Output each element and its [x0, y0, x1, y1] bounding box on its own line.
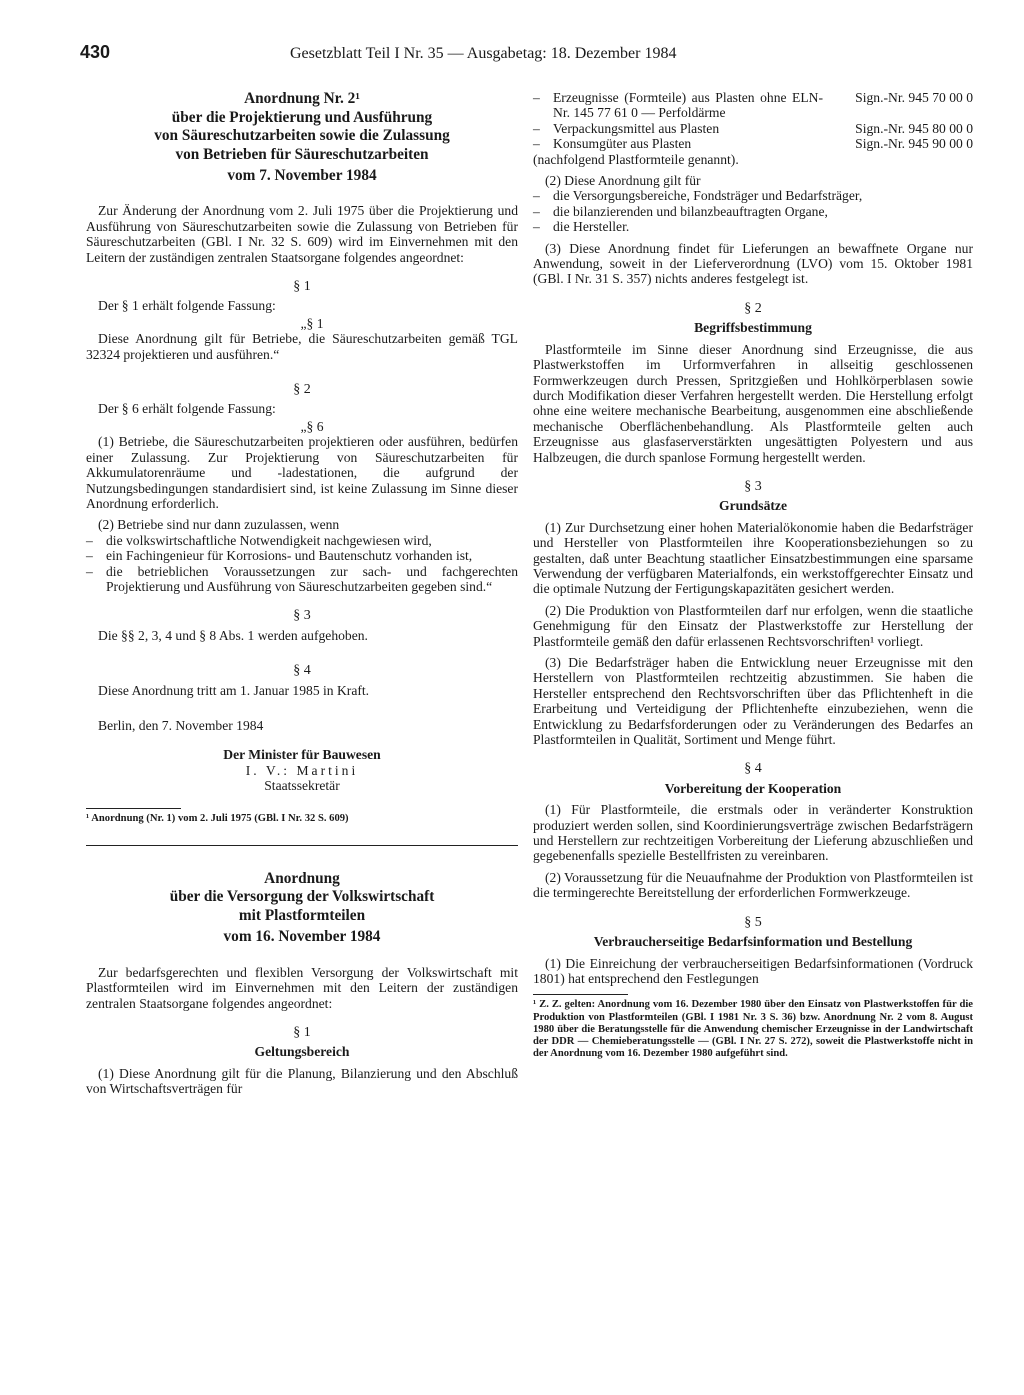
product-text: – Verpackungsmittel aus Plasten [553, 120, 720, 136]
signer-title: Staatssekretär [264, 778, 340, 794]
ordinance2-title [86, 870, 518, 926]
section-heading: Verbraucherseitige Bedarfsinformation und Bestellung [593, 934, 913, 950]
footnote-divider [533, 994, 628, 995]
ordinance2-intro: Zur bedarfsgerechten und flexiblen Versorgung der Volkswirtschaft mit Plastformteilen wird im Einvernehmen mit den Leitern der zuständigen zentralen Staatsorgane folgendes angeordnet: [86, 964, 518, 1011]
ordinance2-title-line: über die Versorgung der Volkswirtschaft [169, 888, 435, 906]
section-text: Der § 1 erhält folgende Fassung: [98, 298, 276, 314]
product-list [533, 90, 973, 152]
quoted-section-number: „§ 6 [300, 418, 324, 434]
list-item: – die bilanzierenden und bilanzbeauftragten Organe, [533, 204, 973, 219]
place-date: Berlin, den 7. November 1984 [98, 717, 264, 733]
ordinance1-date: vom 7. November 1984 [227, 167, 377, 184]
section-number: § 1 [293, 1024, 311, 1040]
section-heading: Geltungsbereich [254, 1044, 350, 1060]
article-divider [86, 845, 518, 846]
section-number: § 5 [744, 914, 762, 930]
section-text: Der § 6 erhält folgende Fassung: [98, 401, 276, 417]
product-text: – Konsumgüter aus Plasten [553, 136, 692, 152]
list-item: – ein Fachingenieur für Korrosions- und Bautenschutz vorhanden ist, [86, 548, 518, 563]
signature-number: Sign.-Nr. 945 70 00 0 [855, 90, 973, 105]
ordinance1-title-line: Anordnung Nr. 2¹ [244, 90, 360, 107]
product-text: – Erzeugnisse (Formteile) aus Plasten ohne ELN-Nr. 145 77 61 0 — Perfoldärme [553, 90, 823, 121]
signature-number: Sign.-Nr. 945 80 00 0 [855, 120, 973, 136]
list-item: – die Hersteller. [533, 219, 973, 234]
running-title: Gesetzblatt Teil I Nr. 35 — Ausgabetag: 18. Dezember 1984 [290, 45, 677, 62]
quoted-paragraph: (1) Betriebe, die Säureschutzarbeiten projektieren oder ausführen, bedürfen einer Zulassung. Zur Projektierung von Säureschutzarbeiten für Akkumulatorenräume und -ladestationen, die aufgrund der Nutzungsbedingungen standardisiert sind, ist keine Zulassung im Sinne dieser Anordnung erforderlich. [86, 434, 518, 511]
section-paragraph: (1) Die Einreichung der verbraucherseitigen Bedarfsinformationen (Vordruck 1801) hat entsprechend den Festlegungen [533, 955, 973, 986]
ordinance2-date: vom 16. November 1984 [223, 928, 381, 946]
section-heading: Grundsätze [719, 498, 787, 514]
section-text: Die §§ 2, 3, 4 und § 8 Abs. 1 werden aufgehoben. [98, 627, 368, 643]
section-number: § 4 [293, 663, 311, 679]
scope-list [533, 188, 973, 234]
ordinance2-title-line: Anordnung [264, 869, 340, 887]
section-number: § 2 [293, 382, 311, 398]
section-number: § 4 [744, 761, 762, 777]
section-heading: Vorbereitung der Kooperation [664, 780, 842, 796]
section-number: § 2 [744, 300, 762, 316]
section-paragraph: (1) Diese Anordnung gilt für die Planung, Bilanzierung und den Abschluß von Wirtschaftsverträgen für [86, 1065, 518, 1097]
quoted-paragraph: (2) Betriebe sind nur dann zuzulassen, wenn [98, 517, 340, 533]
section-paragraph: (3) Die Bedarfsträger haben die Entwicklung neuer Erzeugnisse mit den Herstellern von Plastformteilen rechtzeitig abzustimmen. Sie haben die Hersteller entsprechend den Rechtsvorschriften über das Pflichtenheft in die Erarbeitung und Verteidigung der Pflichtenhefte einzubeziehen, wenn die Entwicklung zu Bedarfsforderungen oder zu Veränderungen des Bedarfes an Plastformteilen in Qualität, Sortiment und Menge führt. [533, 655, 973, 748]
section-number: § 3 [744, 478, 762, 494]
list-item: – die betrieblichen Voraussetzungen zur sach- und fachgerechten Projektierung und Ausführung von Säureschutzarbeiten gegeben sind.“ [86, 564, 518, 595]
list-item: – die volkswirtschaftliche Notwendigkeit nachgewiesen wird, [86, 533, 518, 548]
product-item [533, 121, 973, 136]
section-heading: Begriffsbestimmung [694, 320, 812, 336]
signature-number: Sign.-Nr. 945 90 00 0 [855, 136, 973, 152]
condition-list [86, 533, 518, 595]
list-item: – die Versorgungsbereiche, Fondsträger und Bedarfsträger, [533, 188, 973, 203]
section-paragraph: (3) Diese Anordnung findet für Lieferungen an bewaffnete Organe nur Anwendung, soweit in der Lieferverordnung (LVO) vom 15. Oktober 1981 (GBl. I Nr. 31 S. 357) nichts anderes festgelegt ist. [533, 240, 973, 287]
ordinance1-title [86, 90, 518, 164]
signer-name: I. V.: Martini [245, 762, 359, 778]
ordinance1-title-line: von Betrieben für Säureschutzarbeiten [175, 145, 429, 163]
footnote: ¹ Anordnung (Nr. 1) vom 2. Juli 1975 (GBl. I Nr. 32 S. 609) [86, 812, 349, 824]
product-item [533, 136, 973, 151]
section-paragraph: (1) Zur Durchsetzung einer hohen Materialökonomie haben die Bedarfsträger und Hersteller von Plastformteilen ihre Kooperationsbeziehungen so zu gestalten, daß unter Beachtung staatlicher Einsatzbestimmungen eine sparsame Verwendung der verfügbaren Materialfonds, ein werkstoffgerechter Einsatz und die optimale Nutzung der Fertigungskapazitäten gesichert werden. [533, 519, 973, 597]
section-paragraph: (1) Für Plastformteile, die erstmals oder in veränderter Konstruktion produziert werden sollen, sind Koordinierungsverträge zwischen Bedarfsträgern und Herstellern zur rechtzeitigen Vorbereitung der Lieferung abzuschließen und gegebenenfalls spezielle Bestellfristen zu vereinbaren. [533, 802, 973, 864]
section-paragraph: (2) Diese Anordnung gilt für [545, 173, 701, 189]
ordinance1-title-line: von Säureschutzarbeiten sowie die Zulassung [154, 127, 450, 144]
product-item [533, 90, 973, 121]
page-number: 430 [80, 42, 111, 62]
footnote: ¹ Z. Z. gelten: Anordnung vom 16. Dezember 1980 über den Einsatz von Plastwerkstoffen für die Produktion von Plastformteilen (GBl. I 1981 Nr. 3 S. 36) bzw. Anordnung Nr. 2 vom 8. August 1980 über die Beratungsstelle für die Anwendung chemischer Erzeugnisse in der Landwirtschaft der DDR — Chemieberatungsstelle — (GBl. I Nr. 27 S. 272), soweit die Plastwerkstoffe nicht in der Anordnung vom 16. Dezember 1980 aufgeführt sind. [533, 999, 973, 1060]
ordinance2-title-line: mit Plastformteilen [238, 906, 366, 924]
right-column [533, 90, 973, 1060]
quoted-section-number: „§ 1 [300, 315, 324, 331]
page-header [80, 42, 980, 67]
ordinance1-title-line: über die Projektierung und Ausführung [171, 108, 433, 126]
signer-organization: Der Minister für Bauwesen [223, 747, 381, 763]
section-paragraph: (2) Voraussetzung für die Neuaufnahme der Produktion von Plastformteilen ist die termingerechte Bereitstellung der erforderlichen Formwerkzeuge. [533, 869, 973, 901]
products-note: (nachfolgend Plastformteile genannt). [533, 151, 739, 167]
section-paragraph: (2) Die Produktion von Plastformteilen darf nur erfolgen, wenn die staatliche Genehmigung für den Einsatz der Plastwerkstoffe zur Herstellung der Plastformteile gemäß den dafür erlassenen Rechtsvorschriften¹ vorliegt. [533, 602, 973, 649]
left-column [86, 90, 518, 1097]
ordinance1-intro: Zur Änderung der Anordnung vom 2. Juli 1975 über die Projektierung und Ausführung von Säureschutzarbeiten sowie die Zulassung von Betrieben für Säureschutzarbeiten (GBl. I Nr. 32 S. 609) wird im Einvernehmen mit den Leitern der zuständigen zentralen Staatsorgane folgendes angeordnet: [86, 203, 518, 265]
quoted-text: Diese Anordnung gilt für Betriebe, die Säureschutzarbeiten gemäß TGL 32324 projektieren und ausführen.“ [86, 331, 518, 362]
section-paragraph: Plastformteile im Sinne dieser Anordnung sind Erzeugnisse, die aus Plastwerkstoffen im Urformverfahren in allseitig geschlossenen Formwerkzeugen durch Pressen, Spritzgießen und Hohlkörperblasen sowie durch Modifikation dieser Verfahren hergestellt werden. Die Herstellung erfolgt ohne eine weitere mechanische Bearbeitung, ausgenommen eine abschließende mechanische Oberflächenbehandlung. Als Plastformteile gelten auch Erzeugnisse aus glasfaserverstärkten ungesättigten Polyestern und aus Halbzeugen, die durch spanlose Formung hergestellt werden. [533, 341, 973, 465]
section-text: Diese Anordnung tritt am 1. Januar 1985 in Kraft. [98, 682, 370, 698]
footnote-divider [86, 808, 181, 809]
section-number: § 3 [293, 608, 311, 624]
section-number: § 1 [293, 279, 311, 295]
